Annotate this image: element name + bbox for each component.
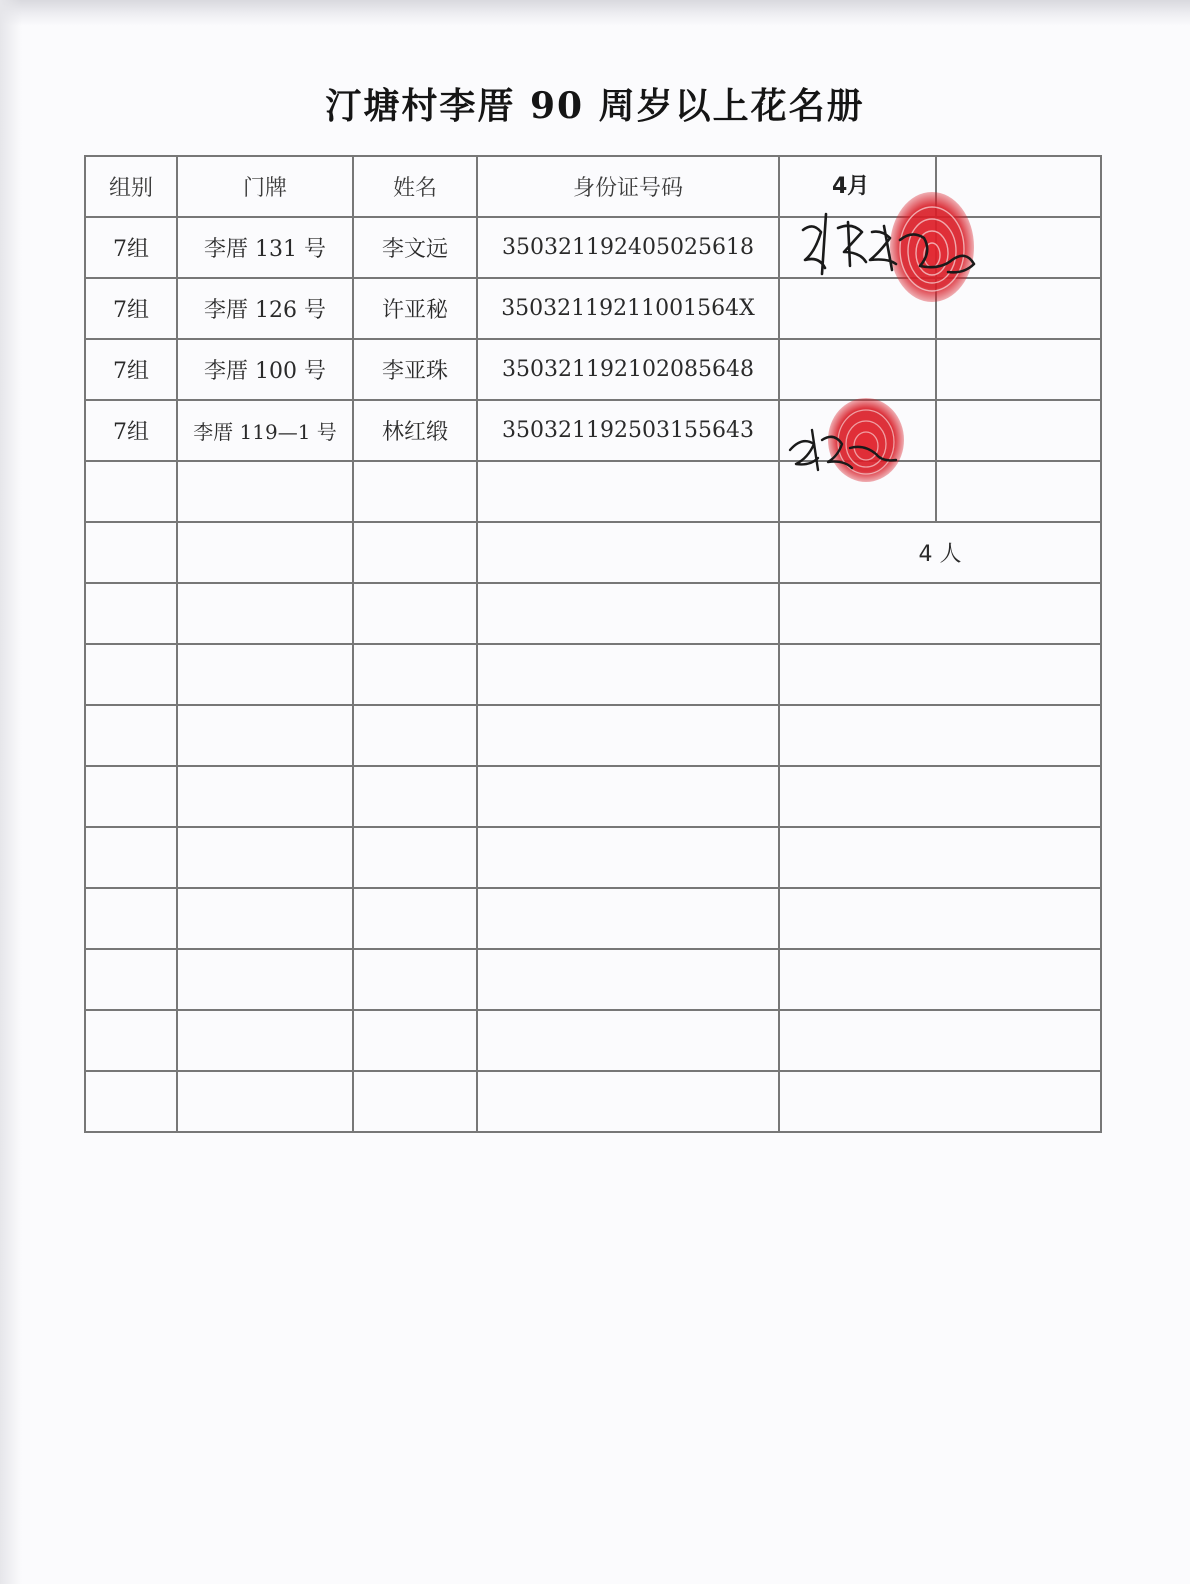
header-name: 姓名 <box>353 156 477 217</box>
table-row <box>85 339 1101 400</box>
row-group: 7组 <box>85 217 177 278</box>
table-row-empty <box>85 644 1101 705</box>
row-name: 李文远 <box>353 217 477 278</box>
row-door: 李厝 119—1 号 <box>177 400 353 461</box>
header-id: 身份证号码 <box>477 156 779 217</box>
table-row-empty <box>85 949 1101 1010</box>
row-signature-cell <box>779 339 936 400</box>
row-blank <box>936 217 1101 278</box>
row-signature-cell <box>779 400 936 461</box>
empty-cell <box>779 461 936 522</box>
row-name: 许亚秘 <box>353 278 477 339</box>
row-blank <box>936 400 1101 461</box>
row-blank <box>936 339 1101 400</box>
table-row <box>85 400 1101 461</box>
roster-table <box>84 155 1102 1133</box>
row-group: 7组 <box>85 400 177 461</box>
empty-cell <box>936 461 1101 522</box>
row-door: 李厝 126 号 <box>177 278 353 339</box>
table-row-empty <box>85 1071 1101 1132</box>
total-count: 4 人 <box>779 522 1101 583</box>
row-name: 李亚珠 <box>353 339 477 400</box>
scan-edge-left <box>0 0 22 1584</box>
table-row-empty <box>85 461 1101 522</box>
row-group: 7组 <box>85 278 177 339</box>
table-row <box>85 278 1101 339</box>
table-row-empty <box>85 583 1101 644</box>
row-id: 350321192405025618 <box>477 217 779 278</box>
month-mark: 4月 <box>832 174 870 199</box>
table-row-empty <box>85 1010 1101 1071</box>
scan-edge-top <box>0 0 1190 26</box>
table-row-empty <box>85 827 1101 888</box>
row-door: 李厝 131 号 <box>177 217 353 278</box>
table-row-empty <box>85 766 1101 827</box>
row-name: 林红缎 <box>353 400 477 461</box>
header-month <box>779 156 936 217</box>
header-door: 门牌 <box>177 156 353 217</box>
header-group: 组别 <box>85 156 177 217</box>
row-blank <box>936 278 1101 339</box>
row-signature-cell <box>779 217 936 278</box>
table-row-empty <box>85 888 1101 949</box>
table-row-total <box>85 522 1101 583</box>
row-door: 李厝 100 号 <box>177 339 353 400</box>
table-header-row <box>85 156 1101 217</box>
header-blank <box>936 156 1101 217</box>
row-signature-cell <box>779 278 936 339</box>
table-row <box>85 217 1101 278</box>
row-group: 7组 <box>85 339 177 400</box>
table-row-empty <box>85 705 1101 766</box>
row-id: 350321192503155643 <box>477 400 779 461</box>
document-title: 汀塘村李厝 90 周岁以上花名册 <box>325 85 865 127</box>
row-id: 350321192102085648 <box>477 339 779 400</box>
row-id: 35032119211001564X <box>477 278 779 339</box>
